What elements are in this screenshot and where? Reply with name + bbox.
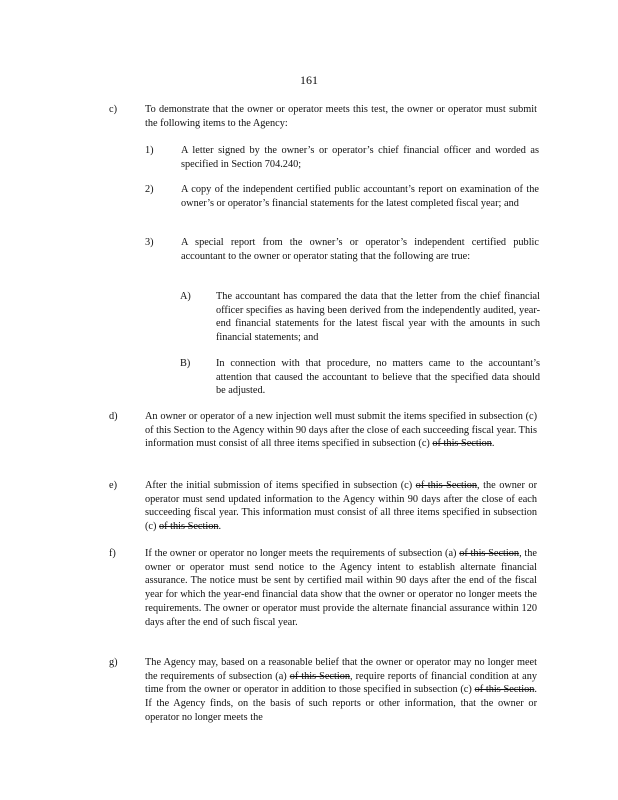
subsection-e-label: e)	[109, 480, 117, 491]
item-3-label: 3)	[145, 237, 154, 248]
item-2-label: 2)	[145, 184, 154, 195]
subsection-c-label: c)	[109, 104, 117, 115]
strikethrough-text: of this Section	[159, 521, 219, 533]
subsection-e-text: After the initial submission of items specified in subsection (c) of this Section, the owner or operator must send updated information to the Agency within 90 days after the close of each succeeding fiscal year. This information must consist of all three items specified in subsection (c) of this Section.	[145, 480, 538, 533]
subsection-d-text: An owner or operator of a new injection well must submit the items specified in subsection (c) of this Section to the Agency within 90 days after the close of each succeeding fiscal year. This information must consist of all three items specified in subsection (c) of this Section.	[145, 411, 537, 450]
page-number: 161	[300, 73, 318, 87]
subsection-g-label: g)	[109, 657, 118, 668]
strikethrough-text: of this Section	[289, 670, 351, 682]
item-3-text: A special report from the owner’s or operator’s independent certified public accountant to the owner or operator stating that the following are true:	[181, 237, 539, 262]
strikethrough-text: of this Section	[415, 480, 478, 491]
item-3-B-label: B)	[180, 358, 191, 369]
strikethrough-text: of this Section	[474, 684, 535, 696]
subsection-c-text: To demonstrate that the owner or operator meets this test, the owner or operator must submit the following items to the Agency:	[145, 104, 537, 129]
strikethrough-text: of this Section	[459, 548, 520, 559]
item-3-A-text: The accountant has compared the data that the letter from the chief financial officer specifies as having been derived from the independently audited, year-end financial statements for the latest fiscal year with the amounts in such financial statements; and	[216, 291, 540, 344]
item-3-A-label: A)	[180, 291, 191, 302]
subsection-g-text: The Agency may, based on a reasonable belief that the owner or operator may no longer meet the requirements of subsection (a) of this Section, require reports of financial condition at any time from the owner or operator in addition to those specified in subsection (c) of this Section. If the Agency finds, on the basis of such reports or other information, that the owner or operator no longer meets the	[145, 657, 537, 723]
item-1-label: 1)	[145, 145, 154, 156]
subsection-f-label: f)	[109, 548, 116, 559]
subsection-d-label: d)	[109, 411, 118, 422]
item-1-text: A letter signed by the owner’s or operator’s chief financial officer and worded as specified in Section 704.240;	[181, 145, 539, 170]
subsection-f-text: If the owner or operator no longer meets the requirements of subsection (a) of this Section, the owner or operator must send notice to the Agency intent to establish alternate financial assurance. The notice must be sent by certified mail within 90 days after the end of the fiscal year for which the year-end financial data show that the owner or operator no longer meets the requirements. The owner or operator must provide the alternate financial assurance within 120 days after the end of such fiscal year.	[145, 548, 537, 628]
item-3-B-text: In connection with that procedure, no matters came to the accountant’s attention that caused the accountant to believe that the specified data should be adjusted.	[216, 358, 540, 397]
strikethrough-text: of this Section	[432, 438, 492, 450]
item-2-text: A copy of the independent certified public accountant’s report on examination of the owner’s or operator’s financial statements for the latest completed fiscal year; and	[181, 184, 539, 209]
